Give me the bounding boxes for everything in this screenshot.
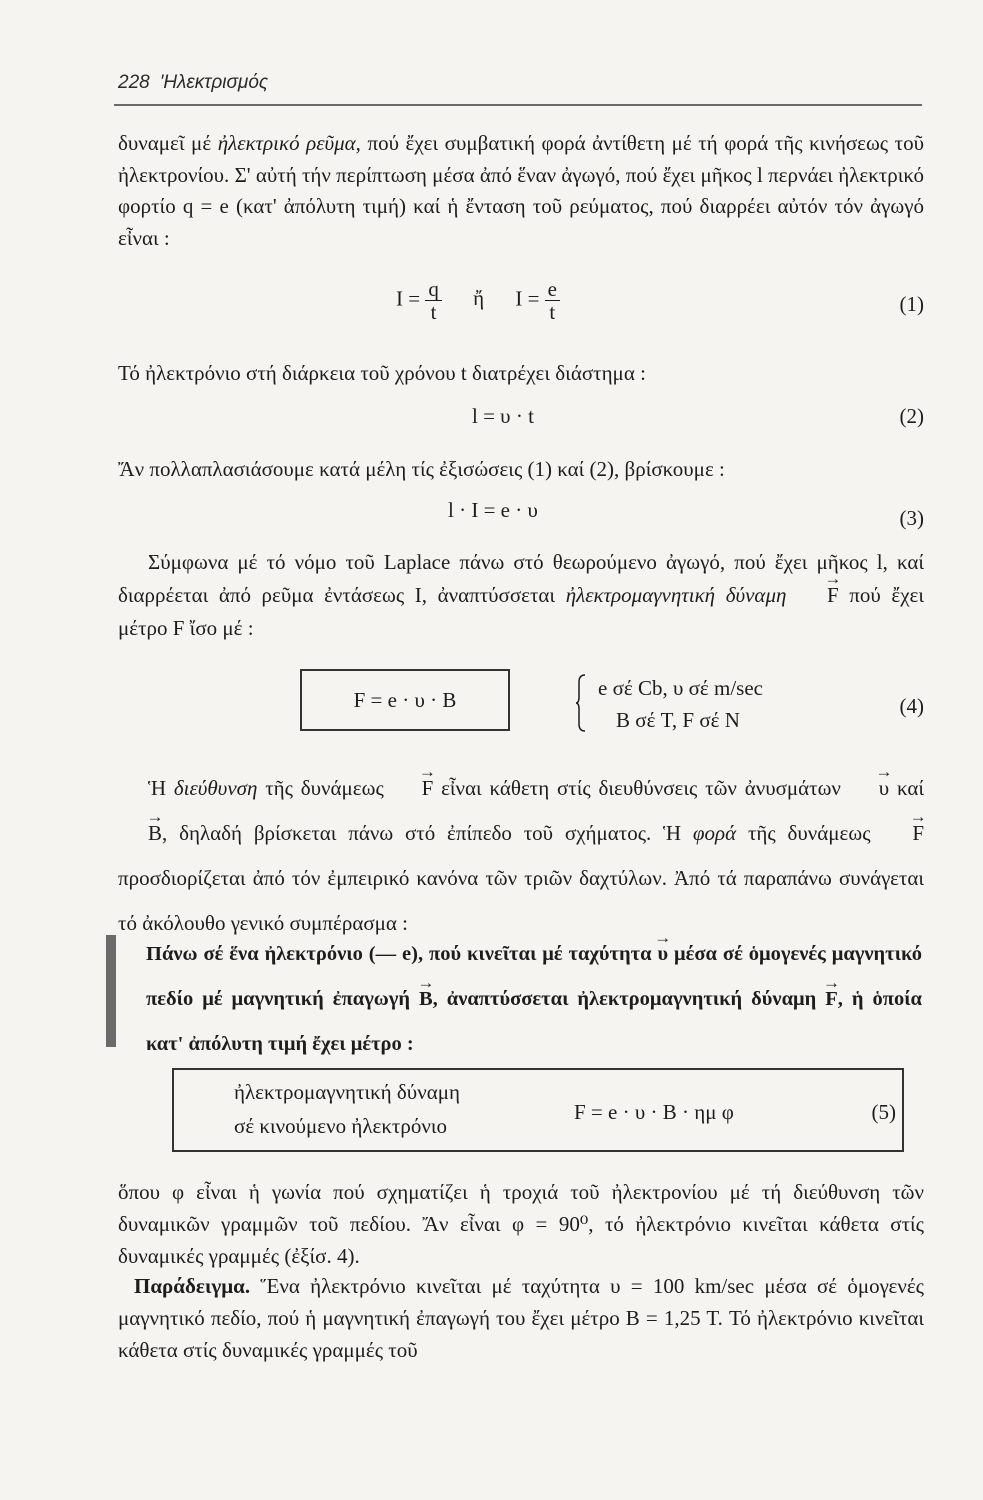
paragraph-current-definition: δυναμεῖ μέ ἠλεκτρικό ρεῦμα, πού ἔχει συμβατική φορά ἀντίθετη μέ τή φορά τῆς κινήσεως τοῦ ἠλεκτρονίου. Σ' αὐτή τήν περίπτωση μέσα ἀπό ἕναν ἀγωγό, πού ἔχει μῆκος l περνάει ἠλεκτρικό φορτίο q = e (κατ' ἀπόλυτη τιμή) καί ἡ ἔνταση τοῦ ρεύματος, πού διαρρέει αὐτόν τόν ἀγωγό εἶναι : [118,131,924,250]
paragraph-example: Παράδειγμα. Ἕνα ἠλεκτρόνιο κινεῖται μέ ταχύτητα υ = 100 km/sec μέσα σέ ὁμογενές μαγνητικό πεδίο, πού ἡ μαγνητική ἐπαγωγή του ἔχει μέτρο B = 1,25 T. Τό ἠλεκτρόνιο κινεῖται κάθετα στίς δυναμικές γραμμές τοῦ [118,1274,924,1362]
vector-F: → F [825,977,838,1022]
left-brace [576,674,586,732]
vector-F: → F [797,579,839,612]
vector-v: → υ [657,932,668,977]
fraction-e-over-t: $\frac{e}{t}$ [545,278,560,323]
equation-number-3: (3) [899,506,924,530]
page-number: 228 [118,72,150,93]
equation-1: I = $\frac{q}{t}$ ἤ I = $\frac{e}{t}$ (1) [396,277,924,324]
paragraph-laplace: Σύμφωνα μέ τό νόμο τοῦ Laplace πάνω στό θεωρούμενο ἀγωγό, πού ἔχει μῆκος l, καί διαρρέεται ἀπό ρεῦμα ἐντάσεως I, ἀναπτύσσεται ἠλεκτρομαγνητική δύναμη → F πού ἔχει μέτρο F ἴσο μέ : [118,546,924,645]
units-line-1: e σέ Cb, υ σέ m/sec [598,676,763,700]
equation-2: l = υ · t (2) [472,404,924,428]
units-line-2: B σέ T, F σέ N [616,708,740,732]
vector-B: → B [118,811,162,856]
term-electric-current: ἠλεκτρικό ρεῦμα [217,131,356,155]
vector-F: → F [392,766,434,811]
formula-5: F = e · υ · B · ημ φ [574,1100,734,1124]
formula-box-4: F = e · υ · B [300,669,510,731]
equation-3: l · I = e · υ (3) [448,498,924,530]
vector-v: → υ [849,766,889,811]
formula-box-5 [172,1068,904,1152]
header-rule [114,104,922,106]
equation-number-4: (4) [899,694,924,718]
equation-number-1: (1) [899,292,924,316]
equation-number-2: (2) [899,404,924,428]
vector-B: → B [419,977,433,1022]
term-em-force: ἠλεκτρομαγνητική δύναμη [565,583,787,607]
example-label: Παράδειγμα. [134,1274,251,1298]
paragraph-direction: Ἡ διεύθυνση τῆς δυνάμεως → F εἶναι κάθετη στίς διευθύνσεις τῶν ἀνυσμάτων → υ καί → B, δηλαδή βρίσκεται πάνω στό ἐπίπεδο τοῦ σχήματος. Ἡ φορά τῆς δυνάμεως → F προσδιορίζεται ἀπό τόν ἐμπειρικό κανόνα τῶν τριῶν δαχτύλων. Ἀπό τά παραπάνω συνάγεται τό ἀκόλουθο γενικό συμπέρασμα : [118,766,924,946]
fraction-q-over-t: $\frac{q}{t}$ [425,278,442,323]
conclusion-statement: Πάνω σέ ἕνα ἠλεκτρόνιο (— e), πού κινεῖται μέ ταχύτητα → υ μέσα σέ ὁμογενές μαγνητικό πεδίο μέ μαγνητική ἐπαγωγή → B, ἀναπτύσσεται ἠλεκτρομαγνητική δύναμη → F, ἡ ὁποία κατ' ἀπόλυτη τιμή ἔχει μέτρο : [146,932,922,1067]
box-label-line-2: σέ κινούμενο ἠλεκτρόνιο [234,1114,447,1138]
vector-F: → F [882,811,924,856]
paragraph-angle: ὅπου φ εἶναι ἡ γωνία πού σχηματίζει ἡ τροχιά τοῦ ἠλεκτρονίου μέ τή διεύθυνση τῶν δυναμικῶν γραμμῶν τοῦ πεδίου. Ἄν εἶναι φ = 90⁰, τό ἠλεκτρόνιο κινεῖται κάθετα στίς δυναμικές γραμμές (ἐξίσ. 4). [118,1180,924,1268]
conclusion-margin-bar [106,935,116,1047]
paragraph-distance: Τό ἠλεκτρόνιο στή διάρκεια τοῦ χρόνου t διατρέχει διάστημα : [118,361,646,385]
equation-number-5: (5) [871,1100,896,1124]
box-label-line-1: ἠλεκτρομαγνητική δύναμη [234,1080,460,1104]
chapter-title: 'Ηλεκτρισμός [159,72,269,93]
paragraph-multiply: Ἄν πολλαπλασιάσουμε κατά μέλη τίς ἐξισώσεις (1) καί (2), βρίσκουμε : [118,457,725,481]
running-header [118,72,268,94]
